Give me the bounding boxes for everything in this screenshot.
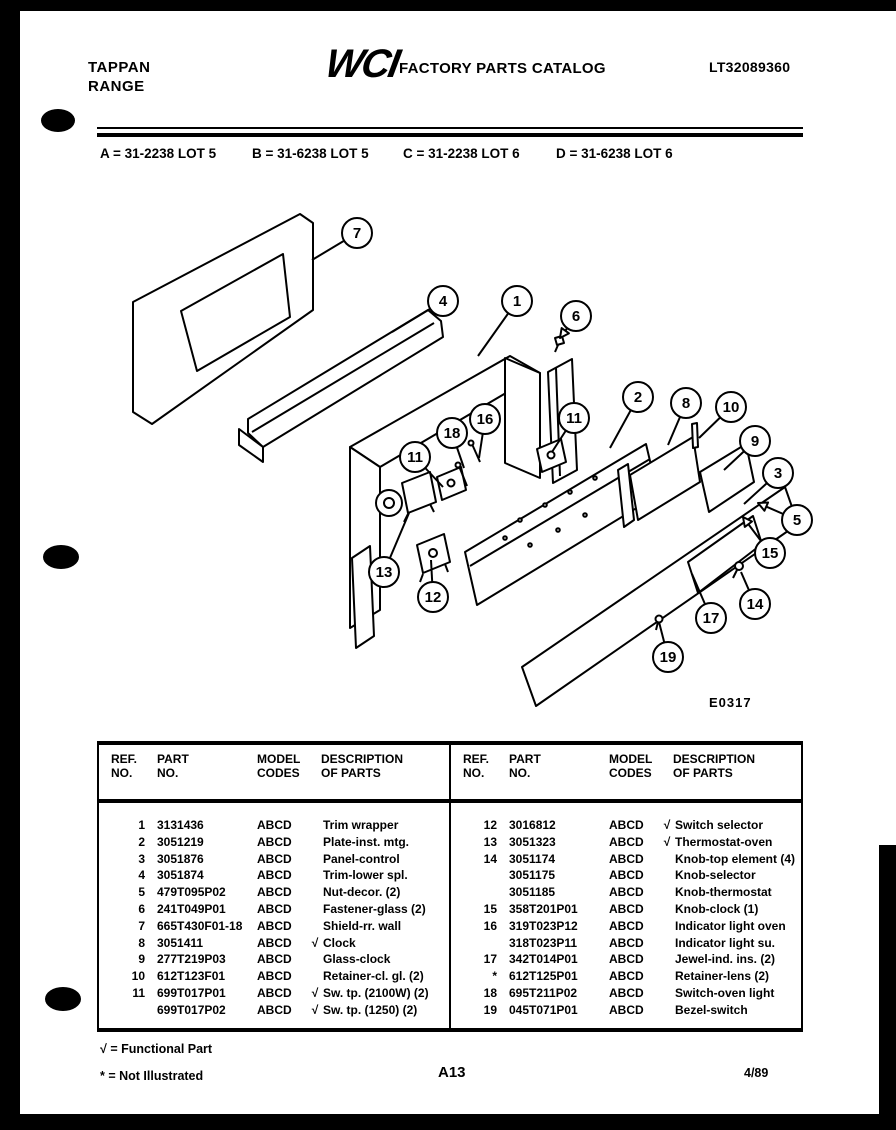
- cell-check: [659, 851, 675, 868]
- cell-desc: Knob-top element (4): [675, 851, 795, 866]
- legend-not-illustrated: * = Not Illustrated: [100, 1069, 204, 1083]
- parts-tables: [97, 741, 803, 1032]
- callout-number: 3: [773, 465, 783, 482]
- callout-number: 15: [761, 545, 779, 562]
- callout-number: 7: [352, 225, 362, 242]
- cell-desc: Indicator light oven: [675, 918, 786, 933]
- cell-ref: 3: [138, 851, 145, 866]
- callout-number: 8: [681, 395, 691, 412]
- cell-part: 319T023P12: [509, 918, 578, 933]
- cell-desc: Switch selector: [675, 818, 764, 832]
- cell-part: 342T014P01: [509, 952, 578, 967]
- cell-ref: 2: [138, 834, 145, 849]
- callout-number: 11: [566, 410, 582, 427]
- cell-codes: ABCD: [257, 851, 292, 866]
- cell-part: 699T017P02: [157, 1002, 226, 1017]
- cell-part: 665T430F01-18: [157, 918, 243, 933]
- callout-number: 16: [476, 411, 494, 428]
- cell-part: 3051411: [157, 935, 204, 950]
- part-thermostat: [376, 472, 436, 522]
- cell-part: 277T219P03: [157, 952, 226, 967]
- callout-18: [437, 418, 467, 468]
- cell-ref: 8: [138, 935, 145, 950]
- parts-table-right: [449, 745, 801, 1028]
- cell-check: [659, 968, 675, 985]
- cell-part: 045T071P01: [509, 1002, 578, 1017]
- cell-check: [659, 901, 675, 918]
- cell-part: 3051323: [509, 834, 556, 849]
- cell-part: 3051174: [509, 851, 556, 866]
- cell-check: [659, 985, 675, 1002]
- part-screw-16: [469, 441, 481, 463]
- cell-desc: Knob-thermostat: [675, 885, 772, 900]
- binder-hole: [41, 109, 75, 132]
- exploded-parts-diagram: [0, 185, 896, 740]
- cell-part: 612T123F01: [157, 969, 226, 984]
- model-code: C = 31-2238 LOT 6: [403, 146, 520, 161]
- cell-ref: [111, 1002, 157, 1019]
- table-row: [463, 968, 801, 985]
- cell-ref: 11: [132, 985, 145, 1000]
- cell-ref: 6: [138, 901, 145, 916]
- cell-codes: ABCD: [257, 868, 292, 883]
- cell-codes: ABCD: [257, 834, 292, 849]
- cell-part: 3016812: [509, 818, 556, 832]
- table-row: [111, 918, 449, 935]
- cell-check: [307, 951, 323, 968]
- callout-10: [699, 392, 746, 438]
- cell-codes: ABCD: [257, 918, 292, 933]
- part-shield-rear-wall: [0, 185, 313, 424]
- cell-codes: ABCD: [257, 969, 292, 984]
- cell-ref: 12: [483, 818, 497, 832]
- cell-desc: Retainer-lens (2): [675, 969, 770, 984]
- table-row: [111, 901, 449, 918]
- brand-line2: RANGE: [88, 78, 145, 95]
- cell-part: 241T049P01: [157, 901, 226, 916]
- cell-desc: Shield-rr. wall: [323, 918, 402, 933]
- cell-desc: Sw. tp. (1250) (2): [323, 1002, 418, 1017]
- callout-2: [610, 382, 653, 448]
- cell-part: 318T023P11: [509, 935, 578, 950]
- scan-edge-top: [0, 0, 896, 11]
- cell-codes: ABCD: [609, 1002, 644, 1017]
- col-header-ref: REF. NO.: [463, 752, 490, 780]
- callout-1: [478, 286, 532, 356]
- cell-check: [307, 968, 323, 985]
- col-header-model: MODEL CODES: [609, 752, 653, 780]
- cell-desc: Sw. tp. (2100W) (2): [323, 985, 429, 1000]
- cell-part: 3051876: [157, 851, 204, 866]
- cell-check: [659, 951, 675, 968]
- cell-part: 3131436: [157, 818, 204, 832]
- cell-ref: 9: [138, 952, 145, 967]
- cell-check: [659, 867, 675, 884]
- col-header-description: DESCRIPTION OF PARTS: [321, 752, 404, 780]
- table-row: [463, 935, 801, 952]
- model-code: B = 31-6238 LOT 5: [252, 146, 369, 161]
- cell-codes: ABCD: [609, 834, 644, 849]
- table-row: [463, 918, 801, 935]
- header-rule: [97, 127, 803, 137]
- cell-check: [659, 1002, 675, 1019]
- cell-part: 3051219: [157, 834, 204, 849]
- cell-desc: Bezel-switch: [675, 1002, 748, 1017]
- figure-code: E0317: [709, 695, 752, 710]
- callout-number: 19: [659, 649, 677, 666]
- table-row: [111, 817, 449, 834]
- table-row: [463, 851, 801, 868]
- cell-codes: ABCD: [609, 818, 644, 832]
- cell-check: √: [311, 935, 319, 950]
- cell-desc: Knob-selector: [675, 868, 756, 883]
- callout-number: 17: [702, 610, 720, 627]
- cell-check: [307, 884, 323, 901]
- cell-ref: 15: [483, 901, 497, 916]
- legend-functional-part: √ = Functional Part: [100, 1042, 213, 1056]
- page-number: A13: [438, 1064, 466, 1081]
- cell-codes: ABCD: [257, 1002, 292, 1017]
- table-row: [463, 817, 801, 834]
- model-code: A = 31-2238 LOT 5: [100, 146, 217, 161]
- cell-desc: Trim wrapper: [323, 818, 399, 832]
- cell-desc: Clock: [323, 935, 356, 950]
- cell-check: [307, 834, 323, 851]
- callout-number: 12: [424, 589, 442, 606]
- cell-ref: 19: [483, 1002, 497, 1017]
- cell-codes: ABCD: [609, 918, 644, 933]
- cell-desc: Nut-decor. (2): [323, 885, 401, 900]
- part-clock: [618, 437, 700, 527]
- model-code: D = 31-6238 LOT 6: [556, 146, 673, 161]
- model-code-line: [100, 146, 673, 161]
- document-number: LT32089360: [709, 59, 791, 75]
- parts-table-left: [97, 745, 449, 1028]
- cell-codes: ABCD: [257, 901, 292, 916]
- part-switch-selector: [417, 534, 450, 582]
- table-row: [111, 851, 449, 868]
- cell-desc: Plate-inst. mtg.: [323, 834, 410, 849]
- cell-part: 3051175: [509, 868, 556, 883]
- table-header: [451, 745, 801, 803]
- scan-edge-right: [879, 845, 896, 1130]
- callout-number: 2: [633, 389, 643, 406]
- cell-check: √: [663, 834, 671, 849]
- cell-desc: Fastener-glass (2): [323, 901, 426, 916]
- callout-number: 14: [746, 596, 764, 613]
- binder-hole: [45, 987, 81, 1011]
- cell-codes: ABCD: [609, 901, 644, 916]
- table-row: [463, 834, 801, 851]
- callout-number: 10: [722, 399, 740, 416]
- cell-desc: Retainer-cl. gl. (2): [323, 969, 424, 984]
- cell-part: 695T211P02: [509, 985, 578, 1000]
- cell-ref: 5: [138, 885, 145, 900]
- cell-ref: 10: [131, 969, 145, 984]
- cell-part: 612T125P01: [509, 969, 578, 984]
- table-row: [111, 884, 449, 901]
- cell-check: √: [663, 818, 671, 832]
- cell-desc: Thermostat-oven: [675, 834, 773, 849]
- cell-codes: ABCD: [257, 818, 292, 832]
- callout-number: 4: [438, 293, 448, 310]
- table-row: [111, 951, 449, 968]
- cell-part: 3051874: [157, 868, 204, 883]
- table-row: [111, 867, 449, 884]
- cell-check: [307, 918, 323, 935]
- col-header-part: PART NO.: [509, 752, 541, 780]
- wci-logo: WCI: [322, 42, 402, 86]
- cell-desc: Indicator light su.: [675, 935, 776, 950]
- cell-codes: ABCD: [257, 885, 292, 900]
- callout-number: 6: [571, 308, 581, 325]
- cell-ref: 4: [138, 868, 145, 883]
- cell-check: √: [311, 1002, 319, 1017]
- table-row: [463, 884, 801, 901]
- part-spacer: [692, 423, 698, 448]
- cell-check: [659, 918, 675, 935]
- cell-check: [307, 817, 323, 834]
- cell-codes: ABCD: [609, 851, 644, 866]
- cell-codes: ABCD: [609, 985, 644, 1000]
- callout-number: 18: [443, 425, 461, 442]
- cell-codes: ABCD: [609, 885, 644, 900]
- cell-check: [659, 884, 675, 901]
- table-body-right: [451, 803, 801, 1019]
- catalog-title: FACTORY PARTS CATALOG: [399, 60, 606, 77]
- cell-ref: 17: [483, 952, 497, 967]
- callout-7: [312, 218, 372, 260]
- cell-ref: [463, 884, 509, 901]
- callout-6: [560, 301, 591, 338]
- cell-desc: Knob-clock (1): [675, 901, 759, 916]
- callout-14: [740, 572, 770, 619]
- callout-number: 5: [792, 512, 802, 529]
- cell-codes: ABCD: [257, 935, 292, 950]
- callout-number: 9: [750, 433, 760, 450]
- table-body-left: [99, 803, 449, 1019]
- cell-check: [307, 867, 323, 884]
- cell-check: [307, 901, 323, 918]
- scan-edge-bottom: [0, 1114, 896, 1130]
- cell-desc: Glass-clock: [323, 952, 391, 967]
- cell-desc: Jewel-ind. ins. (2): [675, 952, 776, 967]
- callout-number: 11: [407, 449, 423, 466]
- table-row: [463, 951, 801, 968]
- cell-part: 358T201P01: [509, 901, 578, 916]
- cell-ref: [463, 935, 509, 952]
- cell-check: √: [311, 985, 319, 1000]
- cell-check: [659, 935, 675, 952]
- table-row: [111, 1002, 449, 1019]
- callout-number: 13: [375, 564, 393, 581]
- col-header-ref: REF. NO.: [111, 752, 138, 780]
- callout-number: 1: [512, 293, 522, 310]
- table-row: [111, 968, 449, 985]
- table-row: [111, 834, 449, 851]
- table-row: [111, 935, 449, 952]
- cell-ref: 7: [138, 918, 145, 933]
- cell-part: 479T095P02: [157, 885, 226, 900]
- cell-codes: ABCD: [257, 952, 292, 967]
- cell-codes: ABCD: [609, 952, 644, 967]
- date-code: 4/89: [744, 1066, 769, 1080]
- table-row: [463, 867, 801, 884]
- table-header: [99, 745, 449, 803]
- brand-line1: TAPPAN: [88, 59, 151, 76]
- cell-desc: Trim-lower spl.: [323, 868, 408, 883]
- cell-codes: ABCD: [609, 935, 644, 950]
- cell-desc: Panel-control: [323, 851, 400, 866]
- col-header-part: PART NO.: [157, 752, 189, 780]
- cell-codes: ABCD: [257, 985, 292, 1000]
- brand-name: [88, 58, 150, 96]
- cell-ref: [463, 867, 509, 884]
- table-row: [463, 1002, 801, 1019]
- table-row: [111, 985, 449, 1002]
- col-header-model: MODEL CODES: [257, 752, 301, 780]
- cell-codes: ABCD: [609, 868, 644, 883]
- cell-codes: ABCD: [609, 969, 644, 984]
- cell-ref: 1: [138, 818, 145, 832]
- cell-ref: 13: [483, 834, 497, 849]
- cell-part: 699T017P01: [157, 985, 226, 1000]
- callout-19: [653, 622, 683, 672]
- cell-check: [307, 851, 323, 868]
- table-row: [463, 985, 801, 1002]
- cell-ref: *: [492, 969, 497, 984]
- cell-ref: 14: [483, 851, 497, 866]
- cell-part: 3051185: [509, 885, 556, 900]
- table-row: [463, 901, 801, 918]
- cell-ref: 18: [483, 985, 497, 1000]
- col-header-description: DESCRIPTION OF PARTS: [673, 752, 756, 780]
- cell-ref: 16: [483, 918, 497, 933]
- cell-desc: Switch-oven light: [675, 985, 775, 1000]
